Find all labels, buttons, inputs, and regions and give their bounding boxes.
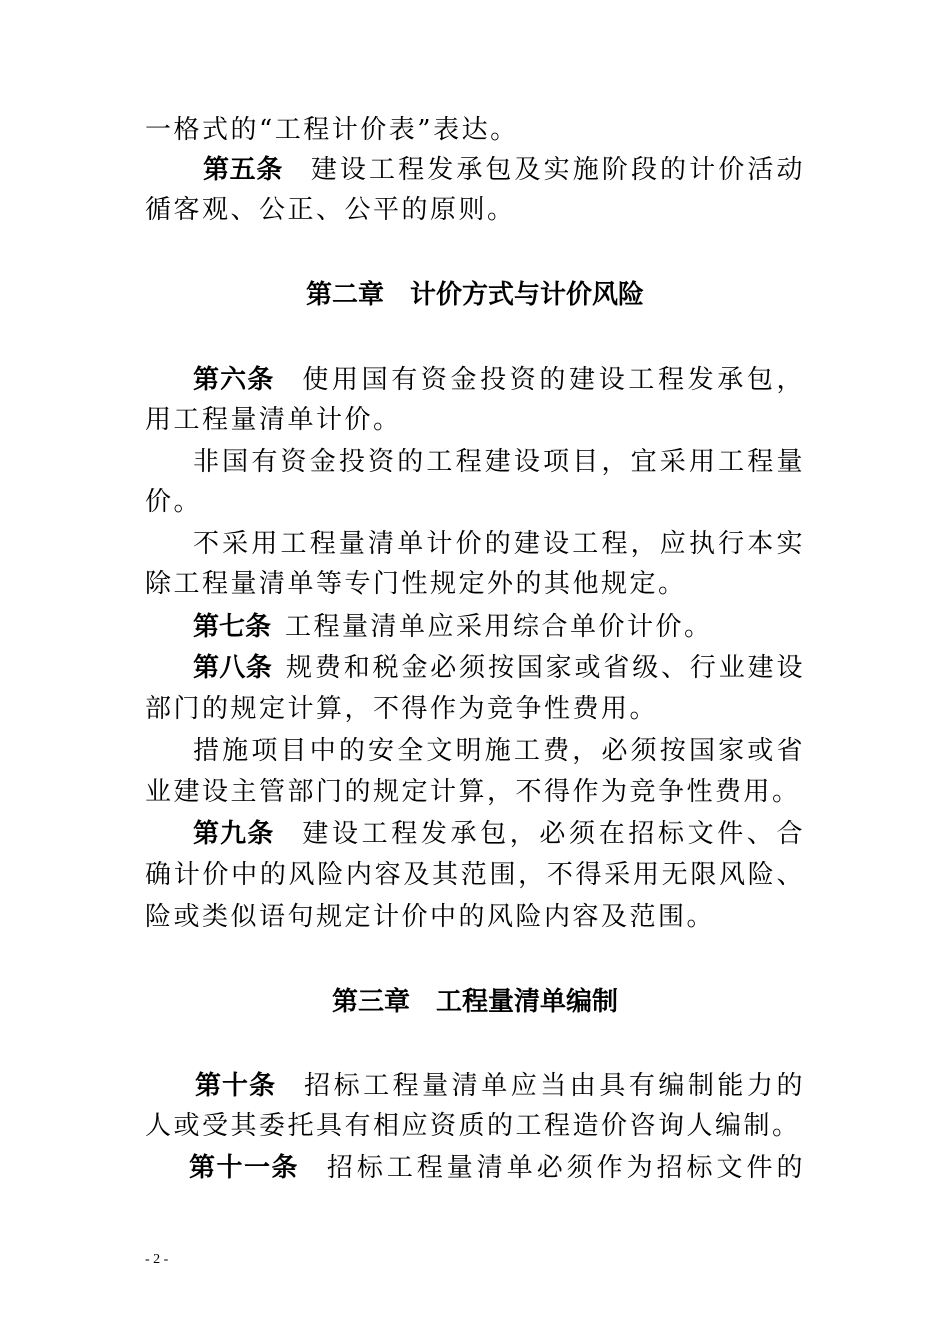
- article-8: [145, 648, 805, 688]
- article-text: 使用国有资金投资的建设工程发承包，: [302, 365, 805, 395]
- page-number: - 2 -: [145, 1252, 169, 1267]
- article-10: [145, 1066, 805, 1106]
- chapter-number: 第二章: [305, 280, 384, 310]
- paragraph-line: 部门的规定计算，不得作为竞争性费用。: [145, 694, 659, 724]
- paragraph-line: 业建设主管部门的规定计算，不得作为竞争性费用。: [145, 777, 801, 807]
- article-6: [145, 360, 805, 400]
- article-text: 工程量清单应采用综合单价计价。: [285, 612, 713, 642]
- paragraph-line: 一格式的“工程计价表”表达。: [145, 115, 519, 145]
- article-text: 建设工程发承包，必须在招标文件、合: [302, 819, 805, 849]
- article-number: 第八条: [193, 653, 273, 683]
- paragraph-line: 用工程量清单计价。: [145, 405, 402, 435]
- article-11: [145, 1148, 805, 1188]
- paragraph-line: 除工程量清单等专门性规定外的其他规定。: [145, 569, 687, 599]
- paragraph-line: 险或类似语句规定计价中的风险内容及范围。: [145, 902, 716, 932]
- article-9: [145, 814, 805, 854]
- article-text: 招标工程量清单必须作为招标文件的: [326, 1153, 805, 1183]
- article-number: 第十条: [195, 1071, 277, 1101]
- paragraph-line: 人或受其委托具有相应资质的工程造价咨询人编制。: [145, 1111, 801, 1141]
- article-number: 第六条: [193, 365, 275, 395]
- chapter-heading: [0, 982, 950, 1022]
- paragraph-line: 措施项目中的安全文明施工费，必须按国家或省: [193, 736, 805, 766]
- article-5: [145, 150, 805, 190]
- article-number: 第五条: [203, 155, 283, 185]
- article-number: 第九条: [193, 819, 275, 849]
- paragraph-line: 价。: [145, 487, 203, 517]
- chapter-number: 第三章: [331, 987, 410, 1017]
- article-text: 建设工程发承包及实施阶段的计价活动: [310, 155, 805, 185]
- chapter-title: 计价方式与计价风险: [410, 280, 645, 310]
- article-number: 第十一条: [189, 1153, 299, 1183]
- chapter-heading: [0, 275, 950, 315]
- paragraph-line: 确计价中的风险内容及其范围，不得采用无限风险、: [145, 860, 805, 890]
- article-text: 招标工程量清单应当由具有编制能力的: [304, 1071, 805, 1101]
- article-7: [145, 607, 805, 647]
- paragraph-line: 循客观、公正、公平的原则。: [145, 195, 516, 225]
- paragraph-line: 非国有资金投资的工程建设项目，宜采用工程量: [193, 447, 805, 477]
- chapter-title: 工程量清单编制: [436, 987, 619, 1017]
- paragraph-line: 不采用工程量清单计价的建设工程，应执行本实: [193, 529, 805, 559]
- article-text: 规费和税金必须按国家或省级、行业建设: [286, 653, 805, 683]
- article-number: 第七条: [193, 612, 272, 642]
